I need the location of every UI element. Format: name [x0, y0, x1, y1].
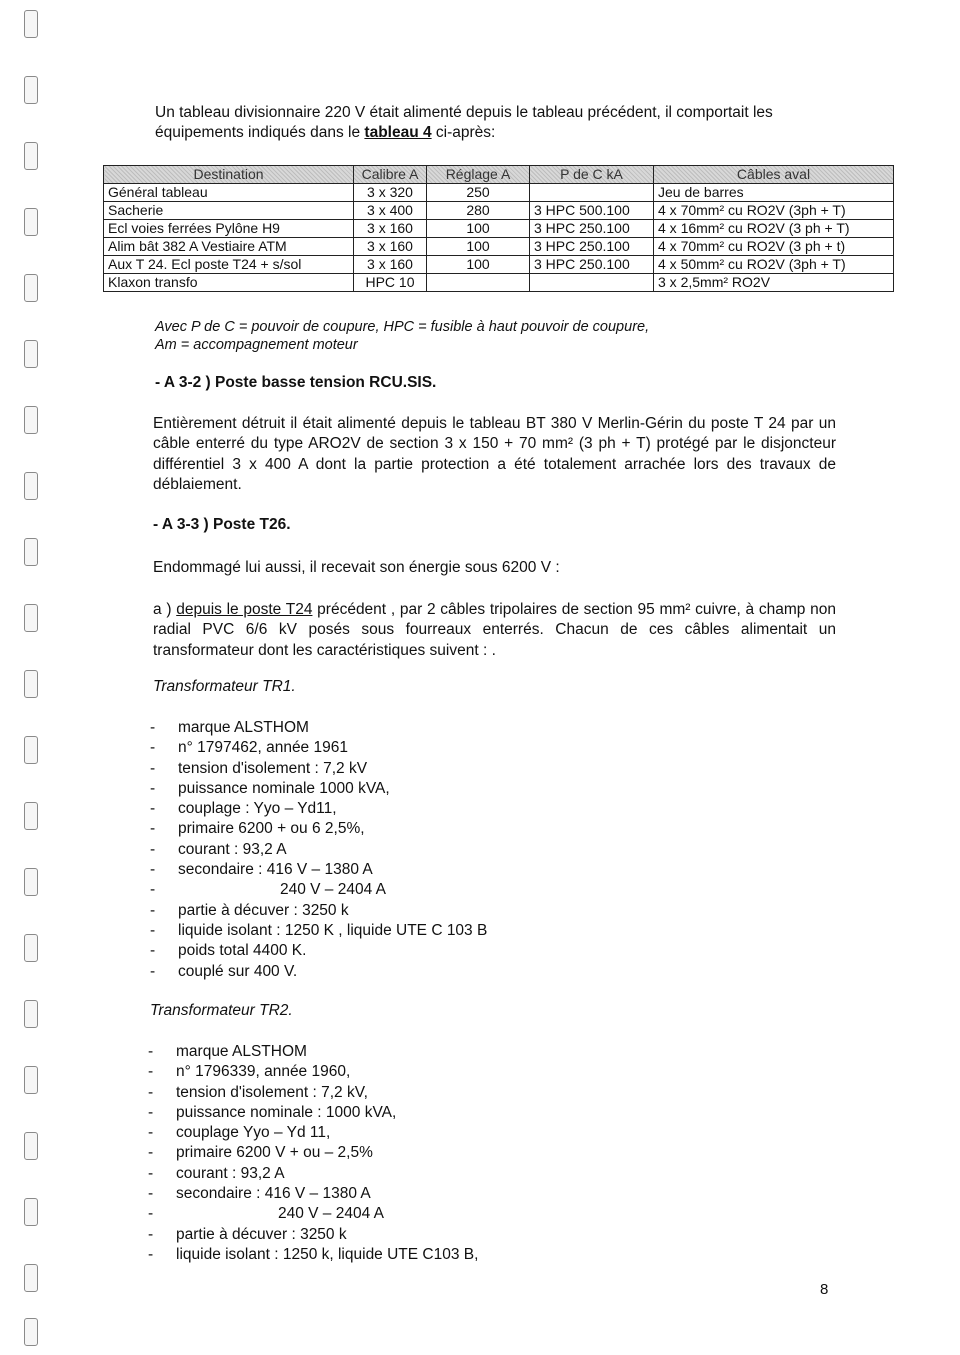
bullet-dash: -	[150, 881, 156, 899]
spec-text: tension d'isolement : 7,2 kV,	[176, 1083, 368, 1101]
cell: 4 x 16mm² cu RO2V (3 ph + T)	[654, 220, 894, 238]
list-item	[148, 1062, 478, 1082]
spec-text: marque ALSTHOM	[176, 1043, 307, 1060]
spec-text: couplage : Yyo – Yd11,	[178, 800, 337, 818]
section-a33-intro: Endommagé lui aussi, il recevait son énergie sous 6200 V :	[153, 559, 560, 576]
header-cables: Câbles aval	[654, 166, 894, 184]
cell: 3 x 160	[354, 238, 427, 256]
binder-hole	[24, 538, 38, 566]
table-note	[155, 318, 855, 354]
table-row	[104, 256, 894, 274]
list-item	[150, 962, 487, 982]
binder-hole	[24, 934, 38, 962]
cell	[427, 274, 530, 292]
table-row	[104, 184, 894, 202]
cell: 3 x 400	[354, 202, 427, 220]
binder-hole	[24, 670, 38, 698]
cell: 3 x 2,5mm² RO2V	[654, 274, 894, 292]
bullet-dash: -	[148, 1144, 154, 1162]
list-item	[148, 1042, 478, 1062]
note-line: Avec P de C = pouvoir de coupure, HPC = fusible à haut pouvoir de coupure,	[155, 319, 650, 335]
poste-reference: depuis le poste T24	[176, 601, 313, 618]
cell	[530, 274, 654, 292]
header-destination: Destination	[104, 166, 354, 184]
list-item	[150, 718, 487, 738]
list-item	[150, 941, 487, 961]
spec-text: marque ALSTHOM	[178, 719, 309, 736]
cell: 3 x 160	[354, 256, 427, 274]
cell: 250	[427, 184, 530, 202]
bullet-dash: -	[148, 1083, 154, 1101]
spec-text: liquide isolant : 1250 k, liquide UTE C103 B,	[176, 1245, 479, 1263]
binder-hole	[24, 274, 38, 302]
bullet-dash: -	[150, 962, 156, 980]
cell: 3 x 320	[354, 184, 427, 202]
bullet-dash: -	[150, 739, 156, 757]
bullet-dash: -	[150, 800, 156, 818]
header-pdec: P de C kA	[530, 166, 654, 184]
cell: Général tableau	[104, 184, 354, 202]
binder-hole	[24, 406, 38, 434]
cell: 280	[427, 202, 530, 220]
spec-text: secondaire : 416 V – 1380 A	[176, 1185, 371, 1203]
spec-text: partie à décuver : 3250 k	[176, 1225, 347, 1243]
bullet-dash: -	[148, 1205, 154, 1223]
spec-text: primaire 6200 V + ou – 2,5%	[176, 1144, 373, 1162]
spec-text: 240 V – 2404 A	[280, 881, 387, 899]
list-item	[148, 1184, 478, 1204]
spec-text: primaire 6200 + ou 6 2,5%,	[178, 820, 365, 838]
binder-hole	[24, 604, 38, 632]
bullet-dash: -	[148, 1063, 154, 1081]
spec-text: puissance nominale 1000 kVA,	[178, 779, 390, 797]
list-item	[148, 1204, 478, 1224]
bullet-dash: -	[148, 1185, 154, 1203]
binder-hole	[24, 1198, 38, 1226]
bullet-dash: -	[150, 942, 156, 960]
list-item	[148, 1143, 478, 1163]
binder-hole	[24, 1066, 38, 1094]
cell: Alim bât 382 A Vestiaire ATM	[104, 238, 354, 256]
list-item	[148, 1225, 478, 1245]
bullet-dash: -	[148, 1245, 154, 1263]
spec-text: partie à décuver : 3250 k	[178, 901, 349, 919]
bullet-dash: -	[148, 1103, 154, 1121]
para-prefix: a )	[153, 601, 177, 618]
list-item	[150, 819, 487, 839]
bullet-dash: -	[150, 719, 156, 736]
spec-text: secondaire : 416 V – 1380 A	[178, 861, 373, 879]
spec-text: courant : 93,2 A	[178, 840, 287, 858]
bullet-dash: -	[150, 921, 156, 939]
table-row	[104, 202, 894, 220]
binder-hole	[24, 802, 38, 830]
section-a32-body: Entièrement détruit il était alimenté depuis le tableau BT 380 V Merlin-Gérin du poste T 24 par un câble enterré du type ARO2V de section 3 x 150 + 70 mm² (3 ph + T) protégé par le disjoncteur différentiel 3 x 400 A dont la partie protection a été totalement arrachée lors des travaux de déblaiement.	[153, 415, 836, 493]
spec-text: liquide isolant : 1250 K , liquide UTE C 103 B	[178, 921, 488, 939]
binder-hole	[24, 1264, 38, 1292]
equipment-table	[103, 165, 894, 292]
list-item	[150, 779, 487, 799]
page-number: 8	[820, 1281, 829, 1298]
section-heading-a32: - A 3-2 ) Poste basse tension RCU.SIS.	[155, 374, 437, 391]
cell: Sacherie	[104, 202, 354, 220]
cell: 3 x 160	[354, 220, 427, 238]
bullet-dash: -	[150, 759, 156, 777]
spec-text: puissance nominale : 1000 kVA,	[176, 1103, 397, 1121]
intro-text: Un tableau divisionnaire 220 V était alimenté depuis le tableau précédent, il comportait les équipements indiqués dans le	[155, 104, 773, 141]
section-heading-a33: - A 3-3 ) Poste T26.	[153, 516, 291, 533]
binder-hole	[24, 736, 38, 764]
spec-text: courant : 93,2 A	[176, 1164, 285, 1182]
binder-hole	[24, 208, 38, 236]
cell: 100	[427, 220, 530, 238]
cell	[530, 184, 654, 202]
bullet-dash: -	[150, 840, 156, 858]
table-row	[104, 274, 894, 292]
binder-hole	[24, 340, 38, 368]
cell: 3 HPC 250.100	[530, 220, 654, 238]
cell: 100	[427, 238, 530, 256]
binder-hole	[24, 1318, 38, 1346]
bullet-dash: -	[148, 1043, 154, 1060]
tr1-spec-list	[150, 718, 487, 982]
cell: 3 HPC 500.100	[530, 202, 654, 220]
binder-hole	[24, 1132, 38, 1160]
section-a33-paragraph	[153, 600, 836, 661]
list-item	[148, 1083, 478, 1103]
bullet-dash: -	[148, 1124, 154, 1142]
binder-hole	[24, 1000, 38, 1028]
bullet-dash: -	[150, 861, 156, 879]
list-item	[150, 840, 487, 860]
table-reference: tableau 4	[364, 124, 432, 141]
spec-text: n° 1797462, année 1961	[178, 739, 348, 757]
cell: Jeu de barres	[654, 184, 894, 202]
binder-hole	[24, 76, 38, 104]
bullet-dash: -	[150, 901, 156, 919]
binder-hole	[24, 868, 38, 896]
intro-text-end: ci-après:	[431, 124, 496, 141]
spec-text: couplé sur 400 V.	[178, 962, 298, 980]
list-item	[150, 860, 487, 880]
tr2-spec-list	[148, 1042, 478, 1265]
binder-hole	[24, 472, 38, 500]
table-header-row	[104, 166, 894, 184]
list-item	[150, 759, 487, 779]
tr2-title: Transformateur TR2.	[150, 1002, 293, 1019]
cell: 3 HPC 250.100	[530, 238, 654, 256]
bullet-dash: -	[150, 779, 156, 797]
cell: Klaxon transfo	[104, 274, 354, 292]
bullet-dash: -	[148, 1225, 154, 1243]
cell: 4 x 70mm² cu RO2V (3ph + T)	[654, 202, 894, 220]
list-item	[150, 799, 487, 819]
table-row	[104, 238, 894, 256]
binder-hole	[24, 142, 38, 170]
note-line: Am = accompagnement moteur	[155, 337, 358, 353]
cell: 100	[427, 256, 530, 274]
cell: 4 x 50mm² cu RO2V (3ph + T)	[654, 256, 894, 274]
spec-text: tension d'isolement : 7,2 kV	[178, 759, 368, 777]
cell: Ecl voies ferrées Pylône H9	[104, 220, 354, 238]
table-row	[104, 220, 894, 238]
cell: 3 HPC 250.100	[530, 256, 654, 274]
list-item	[150, 880, 487, 900]
binder-hole	[24, 10, 38, 38]
header-reglage: Réglage A	[427, 166, 530, 184]
list-item	[148, 1103, 478, 1123]
cell: HPC 10	[354, 274, 427, 292]
cell: 4 x 70mm² cu RO2V (3 ph + t)	[654, 238, 894, 256]
list-item	[150, 901, 487, 921]
list-item	[148, 1123, 478, 1143]
spec-text: poids total 4400 K.	[178, 942, 307, 960]
spec-text: n° 1796339, année 1960,	[176, 1063, 351, 1081]
list-item	[150, 738, 487, 758]
bullet-dash: -	[150, 820, 156, 838]
intro-paragraph	[155, 103, 845, 143]
para-text: précédent , par 2 câbles tripolaires de section 95 mm² cuivre, à champ non radial PVC 6/6 kV posés sous fourreaux enterrés. Chacun de ces câbles alimentait un transformateur dont les caractéristiques suivent : .	[153, 601, 836, 659]
binder-holes	[22, 0, 44, 1355]
spec-text: 240 V – 2404 A	[278, 1205, 385, 1223]
cell: Aux T 24. Ecl poste T24 + s/sol	[104, 256, 354, 274]
list-item	[148, 1245, 478, 1265]
tr1-title: Transformateur TR1.	[153, 678, 296, 695]
spec-text: couplage Yyo – Yd 11,	[176, 1124, 331, 1142]
bullet-dash: -	[148, 1164, 154, 1182]
list-item	[148, 1164, 478, 1184]
list-item	[150, 921, 487, 941]
header-calibre: Calibre A	[354, 166, 427, 184]
